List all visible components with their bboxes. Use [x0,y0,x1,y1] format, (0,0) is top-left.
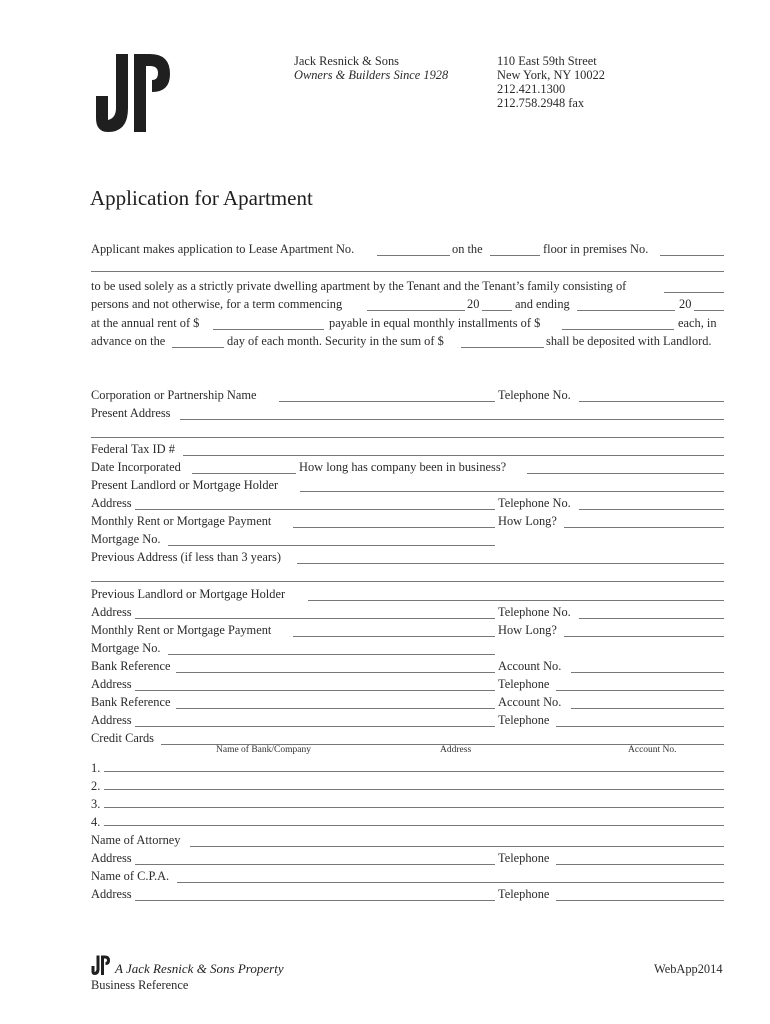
intro-floor-on-label: on the [452,242,483,256]
present-landlord-label: Present Landlord or Mortgage Holder [91,478,279,492]
footer-business-reference: Business Reference [91,978,189,992]
mortgage-no-label: Mortgage No. [91,532,161,546]
present-address-line-2[interactable] [91,437,724,438]
intro-advance-label: advance on the [91,334,166,348]
footer-form-code: WebApp2014 [654,962,723,976]
family-count-field[interactable] [664,292,724,293]
attorney-telephone-label: Telephone [498,851,550,865]
date-incorporated-field[interactable] [192,473,296,474]
intro-premises-label: floor in premises No. [543,242,649,256]
bank-1-account-label: Account No. [498,659,562,673]
previous-landlord-field[interactable] [308,600,724,601]
term-end-field[interactable] [577,310,675,311]
prev-landlord-telephone-label: Telephone No. [498,605,571,619]
attorney-label: Name of Attorney [91,833,181,847]
bank-1-account-field[interactable] [571,672,724,673]
prev-landlord-address-label: Address [91,605,132,619]
cpa-telephone-label: Telephone [498,887,550,901]
fax-number: 212.758.2948 fax [497,96,585,110]
footer-logo [91,955,111,975]
previous-address-field[interactable] [297,563,724,564]
corp-telephone-field[interactable] [579,401,724,402]
bank-2-account-label: Account No. [498,695,562,709]
prev-monthly-rent-field[interactable] [293,636,495,637]
intro-monthly-label: payable in equal monthly installments of $ [329,316,541,330]
landlord-telephone-label: Telephone No. [498,496,571,510]
intro-apartment-label: Applicant makes application to Lease Apartment No. [91,242,355,256]
previous-landlord-label: Previous Landlord or Mortgage Holder [91,587,286,601]
intro-term-text: persons and not otherwise, for a term commencing [91,297,343,311]
attorney-field[interactable] [190,846,724,847]
prev-how-long-field[interactable] [564,636,724,637]
company-duration-field[interactable] [527,473,724,474]
credit-row-1-number: 1. [91,761,101,775]
intro-dwelling-text: to be used solely as a strictly private dwelling apartment by the Tenant and the Tenant’s family consisting of [91,279,627,293]
page-title: Application for Apartment [90,186,313,210]
corp-name-field[interactable] [279,401,495,402]
federal-tax-label: Federal Tax ID # [91,442,175,456]
term-start-year-field[interactable] [482,310,512,311]
credit-col-account: Account No. [628,745,677,755]
payment-day-field[interactable] [172,347,224,348]
corp-name-label: Corporation or Partnership Name [91,388,257,402]
intro-each-in: each, in [678,316,717,330]
bank-2-account-field[interactable] [571,708,724,709]
bank-2-address-field[interactable] [135,726,495,727]
credit-row-1-field[interactable] [104,771,724,772]
company-tagline: Owners & Builders Since 1928 [294,68,449,82]
address-street: 110 East 59th Street [497,54,597,68]
how-long-label: How Long? [498,514,557,528]
credit-row-3-number: 3. [91,797,101,811]
annual-rent-field[interactable] [213,329,324,330]
intro-year-prefix-end: 20 [679,297,692,311]
bank-2-telephone-label: Telephone [498,713,550,727]
monthly-rent-field[interactable] [293,527,495,528]
prev-how-long-label: How Long? [498,623,557,637]
cpa-address-label: Address [91,887,132,901]
bank-1-telephone-label: Telephone [498,677,550,691]
previous-address-label: Previous Address (if less than 3 years) [91,550,281,564]
bank-1-address-field[interactable] [135,690,495,691]
credit-row-2-number: 2. [91,779,101,793]
intro-year-prefix-start: 20 [467,297,480,311]
prev-monthly-rent-label: Monthly Rent or Mortgage Payment [91,623,272,637]
credit-row-4-number: 4. [91,815,101,829]
cpa-field[interactable] [177,882,724,883]
company-logo [94,52,174,132]
address-city: New York, NY 10022 [497,68,605,82]
intro-security-label: day of each month. Security in the sum of $ [227,334,444,348]
mortgage-no-field[interactable] [168,545,495,546]
attorney-telephone-field[interactable] [556,864,724,865]
bank-reference-1-field[interactable] [176,672,495,673]
bank-2-address-label: Address [91,713,132,727]
bank-reference-2-label: Bank Reference [91,695,171,709]
footer-property: A Jack Resnick & Sons Property [115,961,284,976]
prev-landlord-address-field[interactable] [135,618,495,619]
date-incorporated-label: Date Incorporated [91,460,181,474]
floor-field[interactable] [490,255,540,256]
security-amount-field[interactable] [461,347,544,348]
cpa-telephone-field[interactable] [556,900,724,901]
prev-mortgage-no-label: Mortgage No. [91,641,161,655]
attorney-address-label: Address [91,851,132,865]
monthly-installment-field[interactable] [562,329,674,330]
bank-reference-1-label: Bank Reference [91,659,171,673]
previous-address-line-2[interactable] [91,581,724,582]
intro-deposit-text: shall be deposited with Landlord. [546,334,712,348]
attorney-address-field[interactable] [135,864,495,865]
phone-number: 212.421.1300 [497,82,566,96]
present-address-label: Present Address [91,406,171,420]
prev-mortgage-no-field[interactable] [168,654,495,655]
bank-1-telephone-field[interactable] [556,690,724,691]
bank-reference-2-field[interactable] [176,708,495,709]
company-name: Jack Resnick & Sons [294,54,399,68]
how-long-field[interactable] [564,527,724,528]
present-address-field[interactable] [180,419,724,420]
cpa-label: Name of C.P.A. [91,869,170,883]
intro-annual-rent-label: at the annual rent of $ [91,316,200,330]
prev-landlord-telephone-field[interactable] [579,618,724,619]
cpa-address-field[interactable] [135,900,495,901]
premises-no-field[interactable] [660,255,724,256]
company-duration-label: How long has company been in business? [299,460,507,474]
credit-row-2-field[interactable] [104,789,724,790]
landlord-address-field[interactable] [135,509,495,510]
apartment-no-field[interactable] [377,255,450,256]
landlord-address-label: Address [91,496,132,510]
bank-1-address-label: Address [91,677,132,691]
monthly-rent-label: Monthly Rent or Mortgage Payment [91,514,272,528]
corp-telephone-label: Telephone No. [498,388,571,402]
landlord-telephone-field[interactable] [579,509,724,510]
credit-col-bank: Name of Bank/Company [216,745,311,755]
present-landlord-field[interactable] [300,491,724,492]
intro-ending-label: and ending [515,297,570,311]
term-end-year-field[interactable] [694,310,724,311]
term-start-field[interactable] [367,310,465,311]
credit-row-4-field[interactable] [104,825,724,826]
bank-2-telephone-field[interactable] [556,726,724,727]
credit-cards-label: Credit Cards [91,731,154,745]
credit-col-address: Address [440,745,472,755]
credit-row-3-field[interactable] [104,807,724,808]
premises-continued-field[interactable] [91,271,724,272]
federal-tax-field[interactable] [183,455,724,456]
